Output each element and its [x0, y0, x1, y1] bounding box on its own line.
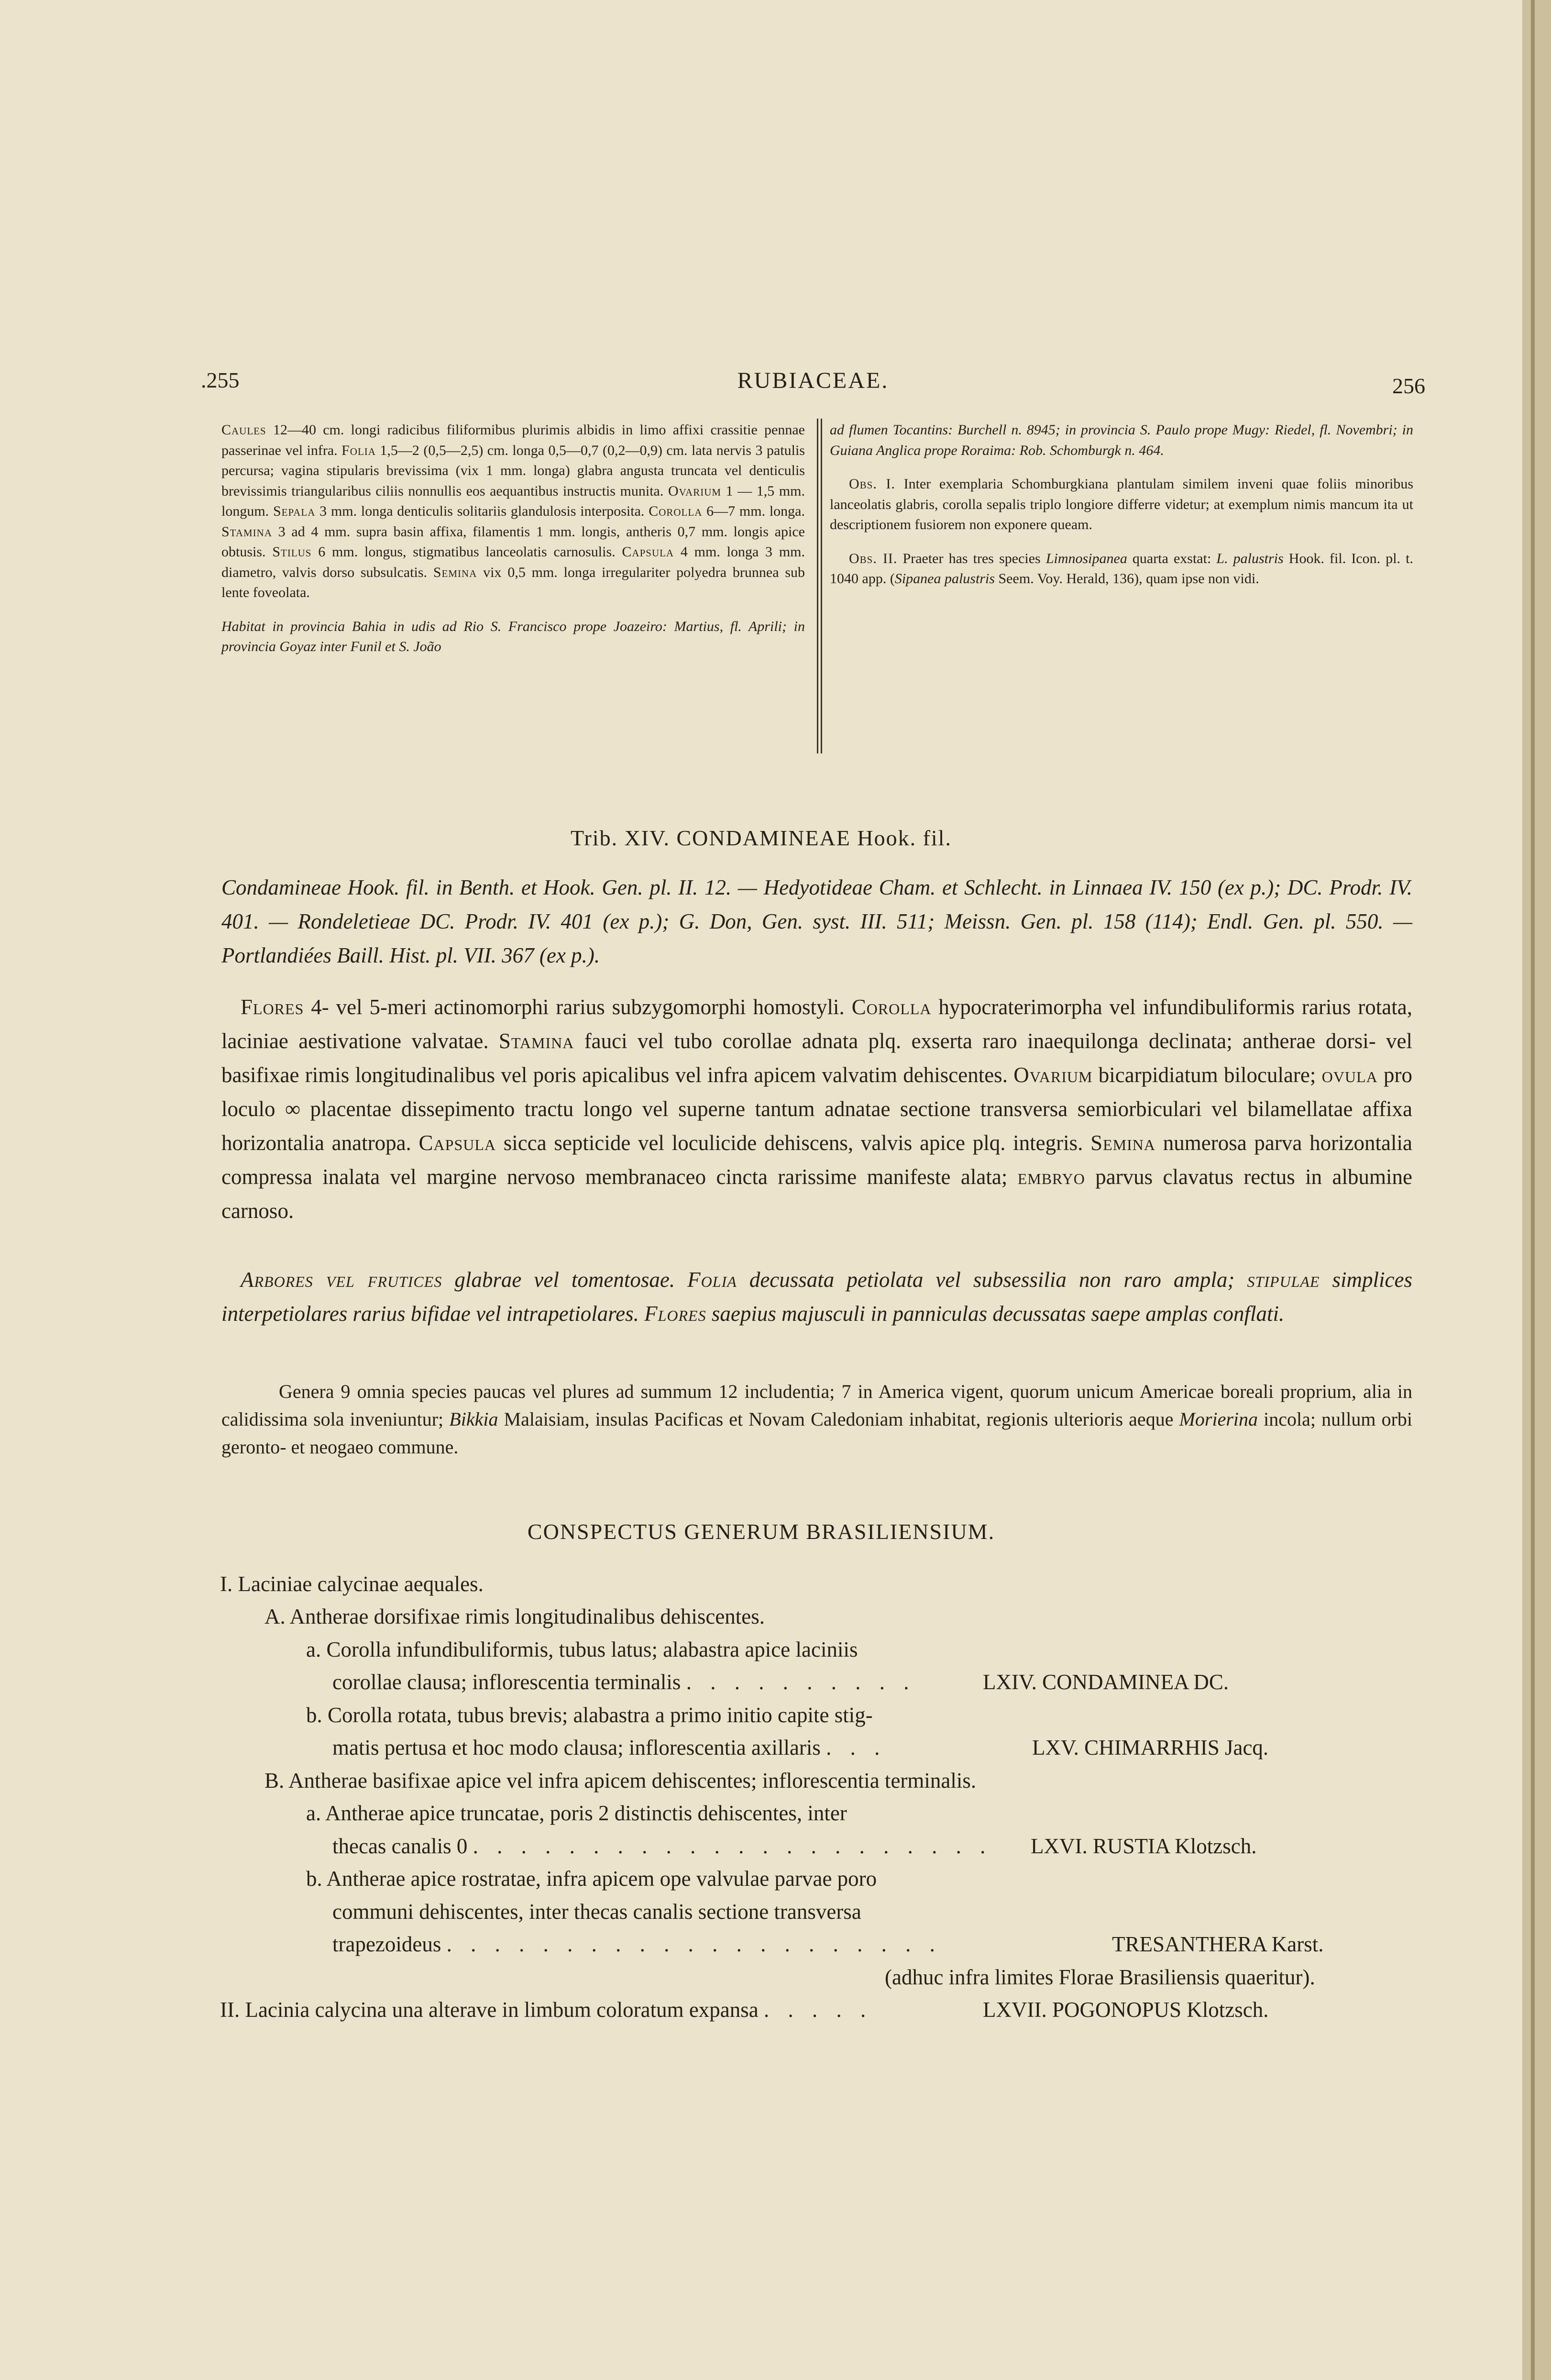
key-line: b. Antherae apice rostratae, infra apicem ope valvulae parvae poro — [306, 1867, 877, 1891]
observation-1: Obs. I. Inter exemplaria Schomburgkiana plantulam similem inveni quae foliis minoribus lanceolatis glabris, corolla sepalis triplo longiore differre videtur; at exemplum nimis mancum ita ut descriptionem fusiorem non exponere queam. — [830, 476, 1413, 532]
leader-dots: . . . . . . . . . . — [686, 1670, 916, 1694]
key-line: thecas canalis 0 . . . . . . . . . . . . . . . . . . . . . . — [332, 1834, 992, 1858]
observation-2: Obs. II. Praeter has tres species Limnosipanea quarta exstat: L. palustris Hook. fil. Icon. pl. t. 1040 app. (Sipanea palustris Seem. Voy. Herald, 136), quam ipse non vidi. — [830, 550, 1413, 587]
column-rule-left — [817, 419, 818, 753]
page-number-left: .255 — [201, 368, 240, 392]
key-note: (adhuc infra limites Florae Brasiliensis quaeritur). — [885, 1965, 1315, 1989]
key-line: matis pertusa et hoc modo clausa; inflorescentia axillaris . . . — [332, 1736, 887, 1760]
running-title: RUBIACEAE. — [737, 368, 889, 393]
habitat-continued: ad flumen Tocantins: Burchell n. 8945; in provincia S. Paulo prope Mugy: Riedel, fl. Novembri; in Guiana Anglica prope Roraima: Rob. Schomburgk n. 464. — [830, 422, 1413, 458]
genus-result: LXVII. POGONOPUS Klotzsch. — [983, 1998, 1269, 2022]
tribe-heading: Trib. XIV. CONDAMINEAE Hook. fil. — [571, 826, 952, 850]
genus-result: LXIV. CONDAMINEA DC. — [983, 1670, 1229, 1694]
leader-dots: . . . . . . . . . . . . . . . . . . . . . — [446, 1932, 942, 1956]
key-line: B. Antherae basifixae apice vel infra apicem dehiscentes; inflorescentia terminalis. — [264, 1769, 977, 1793]
page-number-right: 256 — [1392, 374, 1425, 398]
key-line: I. Laciniae calycinae aequales. — [220, 1572, 484, 1596]
right-column — [830, 420, 1413, 589]
leader-dots: . . . — [826, 1736, 887, 1760]
key-line: a. Corolla infundibuliformis, tubus latus; alabastra apice laciniis — [306, 1638, 858, 1661]
tribe-description: Flores 4- vel 5-meri actinomorphi rarius subzygomorphi homostyli. Corolla hypocraterimorpha vel infundibuliformis rarius rotata, laciniae aestivatione valvatae. Stamina fauci vel tubo corollae adnata plq. exserta raro inaequilonga declinata; antherae dorsi- vel basifixae rimis longitudinalibus vel poris apicalibus vel infra apicem valvatim dehiscentes. Ovarium bicarpidiatum biloculare; ovula pro loculo ∞ placentae dissepimento tractu longo vel superne tantum adnatae sectione transversa semiorbiculari vel bilamellatae affixa horizontalia anatropa. Capsula sicca septicide vel loculicide dehiscens, valvis apice plq. integris. Semina numerosa parva horizontalia compressa inalata vel margine nervoso membranaceo cincta rarissime manifeste alata; embryo parvus clavatus rectus in albumine carnoso. — [221, 995, 1413, 1223]
running-header — [201, 364, 1425, 402]
key-line: II. Lacinia calycina una alterave in limbum coloratum expansa . . . . . — [220, 1998, 873, 2022]
key-line: corollae clausa; inflorescentia terminalis . . . . . . . . . . — [332, 1670, 916, 1694]
leader-dots: . . . . . . . . . . . . . . . . . . . . . . — [473, 1834, 992, 1858]
species-description: Caules 12—40 cm. longi radicibus filiformibus plurimis albidis in limo affixi crassitie pennae passerinae vel infra. Folia 1,5—2 (0,5—2,5) cm. longa 0,5—0,7 (0,2—0,9) cm. lata nervis 3 patulis percursa; vagina stipularis brevissima (vix 1 mm. longa) glabra angusta truncata vel denticulis brevissimis triangularibus ciliis nonnullis eos aequantibus instructis munita. Ovarium 1 — 1,5 mm. longum. Sepala 3 mm. longa denticulis solitariis glandulosis interposita. Corolla 6—7 mm. longa. Stamina 3 ad 4 mm. supra basin affixa, filamentis 1 mm. longis, antheris 0,7 mm. longis apice obtusis. Stilus 6 mm. longus, stigmatibus lanceolatis carnosulis. Capsula 4 mm. longa 3 mm. diametro, valvis dorso subsulcatis. Semina vix 0,5 mm. longa irregulariter polyedra brunnea sub lente foveolata. — [221, 422, 805, 600]
tribe-habit: Arbores vel frutices glabrae vel tomentosae. Folia decussata petiolata vel subsessilia non raro ampla; stipulae simplices interpetiolares rarius bifidae vel intrapetiolares. Flores saepius majusculi in panniculas decussatas saepe amplas conflati. — [221, 1268, 1412, 1326]
genus-result: TRESANTHERA Karst. — [1112, 1932, 1324, 1956]
key-line: communi dehiscentes, inter thecas canalis sectione transversa — [332, 1900, 861, 1924]
habitat-paragraph: Habitat in provincia Bahia in udis ad Rio S. Francisco prope Joazeiro: Martius, fl. Aprili; in provincia Goyaz inter Funil et S. João — [221, 618, 805, 654]
key-line: A. Antherae dorsifixae rimis longitudinalibus dehiscentes. — [264, 1605, 765, 1628]
key-line: b. Corolla rotata, tubus brevis; alabastra a primo initio capite stig- — [306, 1703, 873, 1727]
genus-result: LXVI. RUSTIA Klotzsch. — [1031, 1834, 1257, 1858]
genus-result: LXV. CHIMARRHIS Jacq. — [1032, 1736, 1269, 1760]
column-rule-right — [821, 419, 822, 753]
left-column — [221, 420, 805, 657]
conspectus-title: CONSPECTUS GENERUM BRASILIENSIUM. — [527, 1519, 995, 1544]
tribe-synonymy: Condamineae Hook. fil. in Benth. et Hook. Gen. pl. II. 12. — Hedyotideae Cham. et Schlecht. in Linnaea IV. 150 (ex p.); DC. Prodr. IV. 401. — Rondeletieae DC. Prodr. IV. 401 (ex p.); G. Don, Gen. syst. III. 511; Meissn. Gen. pl. 158 (114); Endl. Gen. pl. 550. — Portlandiées Baill. Hist. pl. VII. 367 (ex p.). — [221, 875, 1412, 967]
genera-paragraph: Genera 9 omnia species paucas vel plures ad summum 12 includentia; 7 in America vigent, quorum unicum Americae boreali proprium, alia in calidissima sola inveniuntur; Bikkia Malaisiam, insulas Pacificas et Novam Caledoniam inhabitat, regionis ulterioris aeque Morierina incola; nullum orbi geronto- et neogaeo commune. — [221, 1381, 1413, 1458]
key-line: a. Antherae apice truncatae, poris 2 distinctis dehiscentes, inter — [306, 1801, 847, 1825]
key-line: trapezoideus . . . . . . . . . . . . . . . . . . . . . — [332, 1932, 942, 1956]
leader-dots: . . . . . — [764, 1998, 873, 2022]
scan-edge — [1522, 0, 1551, 2380]
